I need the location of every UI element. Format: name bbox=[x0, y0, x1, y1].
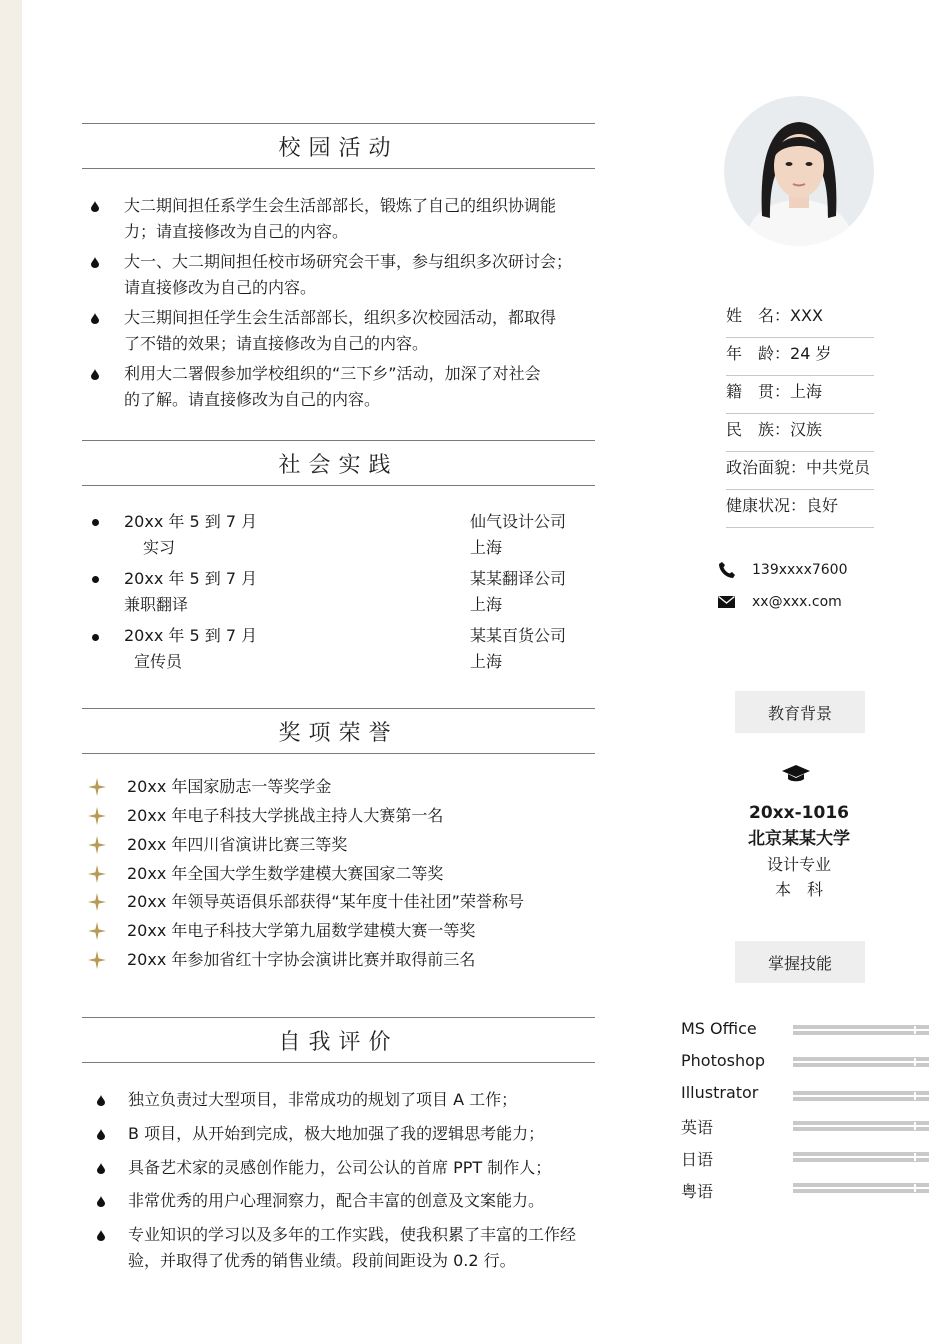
skill-level-marker bbox=[914, 1092, 916, 1100]
phone-icon bbox=[718, 561, 736, 579]
email-icon bbox=[718, 596, 735, 608]
star-bullet-icon bbox=[88, 807, 106, 825]
education-degree: 本 科 bbox=[774, 880, 823, 899]
skill-level-marker bbox=[914, 1184, 916, 1192]
skill-level-marker bbox=[914, 1058, 916, 1066]
info-value: 24 岁 bbox=[790, 344, 832, 363]
star-bullet-icon bbox=[88, 893, 106, 911]
drop-bullet-icon bbox=[97, 1163, 105, 1174]
info-row-origin bbox=[726, 377, 874, 414]
section-title-awards: 奖项荣誉 bbox=[82, 708, 595, 754]
info-value: 良好 bbox=[806, 496, 839, 515]
info-value: 汉族 bbox=[790, 420, 823, 439]
award-item: 20xx 年国家励志一等奖学金 bbox=[127, 777, 332, 796]
self-item: 具备艺术家的灵感创作能力，公司公认的首席 PPT 制作人； bbox=[128, 1158, 552, 1177]
skill-name: Illustrator bbox=[681, 1083, 759, 1102]
skill-bar bbox=[793, 1183, 929, 1193]
skill-bar bbox=[793, 1025, 929, 1035]
star-bullet-icon bbox=[88, 865, 106, 883]
education-school: 北京某某大学 bbox=[748, 829, 850, 849]
award-item: 20xx 年全国大学生数学建模大赛国家二等奖 bbox=[127, 864, 444, 883]
section-title-self: 自我评价 bbox=[82, 1017, 595, 1063]
contact-phone: 139xxxx7600 bbox=[752, 562, 848, 578]
practice-company: 仙气设计公司 bbox=[470, 512, 567, 531]
star-bullet-icon bbox=[88, 778, 106, 796]
info-label: 籍 贯： bbox=[726, 382, 791, 401]
info-value: 上海 bbox=[790, 382, 823, 401]
skill-name: Photoshop bbox=[681, 1051, 766, 1070]
star-bullet-icon bbox=[88, 951, 106, 969]
education-period: 20xx-1016 bbox=[749, 803, 849, 823]
drop-bullet-icon bbox=[91, 369, 99, 380]
info-label: 民 族： bbox=[726, 420, 791, 439]
info-value: XXX bbox=[790, 306, 823, 325]
practice-role: 实习 bbox=[143, 538, 176, 557]
list-item-line: 大三期间担任学生会生活部部长，组织多次校园活动，都取得 bbox=[124, 308, 557, 327]
education-major: 设计专业 bbox=[766, 855, 831, 874]
skill-bar bbox=[793, 1121, 929, 1131]
award-item: 20xx 年电子科技大学挑战主持人大赛第一名 bbox=[127, 806, 444, 825]
practice-role: 宣传员 bbox=[134, 652, 183, 671]
skill-bar bbox=[793, 1152, 929, 1162]
list-item-line: 了不错的效果；请直接修改为自己的内容。 bbox=[124, 334, 429, 353]
info-label: 健康状况： bbox=[726, 496, 807, 515]
star-bullet-icon bbox=[88, 836, 106, 854]
drop-bullet-icon bbox=[97, 1196, 105, 1207]
info-row-health bbox=[726, 491, 874, 528]
star-bullet-icon bbox=[88, 922, 106, 940]
practice-city: 上海 bbox=[470, 538, 503, 557]
contact-email: xx@xxx.com bbox=[752, 594, 842, 610]
skill-name: MS Office bbox=[681, 1019, 757, 1038]
drop-bullet-icon bbox=[97, 1129, 105, 1140]
self-item: B 项目，从开始到完成，极大地加强了我的逻辑思考能力； bbox=[128, 1124, 545, 1143]
dot-bullet-icon bbox=[92, 576, 99, 583]
practice-date: 20xx 年 5 到 7 月 bbox=[124, 569, 258, 588]
info-row-age bbox=[726, 339, 874, 376]
info-row-name bbox=[726, 301, 874, 338]
info-value: 中共党员 bbox=[806, 458, 871, 477]
drop-bullet-icon bbox=[97, 1230, 105, 1241]
drop-bullet-icon bbox=[91, 257, 99, 268]
practice-date: 20xx 年 5 到 7 月 bbox=[124, 626, 258, 645]
practice-company: 某某百货公司 bbox=[470, 626, 567, 645]
list-item-line: 大一、大二期间担任校市场研究会干事，参与组织多次研讨会； bbox=[124, 252, 573, 271]
list-item-line: 利用大二署假参加学校组织的“三下乡”活动，加深了对社会 bbox=[124, 364, 541, 383]
practice-role: 兼职翻译 bbox=[124, 595, 189, 614]
avatar bbox=[724, 96, 874, 246]
skill-level-marker bbox=[914, 1122, 916, 1130]
award-item: 20xx 年领导英语俱乐部获得“某年度十佳社团”荣誉称号 bbox=[127, 892, 524, 911]
drop-bullet-icon bbox=[91, 201, 99, 212]
graduation-cap-icon bbox=[781, 764, 811, 784]
award-item: 20xx 年参加省红十字协会演讲比赛并取得前三名 bbox=[127, 950, 476, 969]
list-item-line: 的了解。请直接修改为自己的内容。 bbox=[124, 390, 381, 409]
self-item: 独立负责过大型项目，非常成功的规划了项目 A 工作； bbox=[128, 1090, 518, 1109]
dot-bullet-icon bbox=[92, 634, 99, 641]
education-header: 教育背景 bbox=[735, 691, 865, 733]
left-decor-strip bbox=[0, 0, 22, 1344]
dot-bullet-icon bbox=[92, 519, 99, 526]
section-title-campus: 校园活动 bbox=[82, 123, 595, 169]
info-row-political bbox=[726, 453, 874, 490]
practice-city: 上海 bbox=[470, 595, 503, 614]
info-label: 政治面貌： bbox=[726, 458, 807, 477]
practice-company: 某某翻译公司 bbox=[470, 569, 567, 588]
section-title-practice: 社会实践 bbox=[82, 440, 595, 486]
skills-header: 掌握技能 bbox=[735, 941, 865, 983]
list-item-line: 大二期间担任系学生会生活部部长，锻炼了自己的组织协调能 bbox=[124, 196, 557, 215]
list-item-line: 力；请直接修改为自己的内容。 bbox=[124, 222, 349, 241]
award-item: 20xx 年电子科技大学第九届数学建模大赛一等奖 bbox=[127, 921, 476, 940]
info-label: 年 龄： bbox=[726, 344, 791, 363]
skill-bar bbox=[793, 1091, 929, 1101]
skill-level-marker bbox=[914, 1153, 916, 1161]
list-item-line: 请直接修改为自己的内容。 bbox=[124, 278, 317, 297]
practice-date: 20xx 年 5 到 7 月 bbox=[124, 512, 258, 531]
drop-bullet-icon bbox=[97, 1095, 105, 1106]
skill-bar bbox=[793, 1057, 929, 1067]
self-item-line: 验，并取得了优秀的销售业绩。段前间距设为 0.2 行。 bbox=[128, 1251, 516, 1270]
skill-level-marker bbox=[914, 1026, 916, 1034]
drop-bullet-icon bbox=[91, 313, 99, 324]
info-row-ethnicity bbox=[726, 415, 874, 452]
skill-name: 日语 bbox=[681, 1150, 714, 1169]
self-item-line: 专业知识的学习以及多年的工作实践，使我积累了丰富的工作经 bbox=[128, 1225, 577, 1244]
skill-name: 英语 bbox=[681, 1118, 714, 1137]
practice-city: 上海 bbox=[470, 652, 503, 671]
award-item: 20xx 年四川省演讲比赛三等奖 bbox=[127, 835, 348, 854]
skill-name: 粤语 bbox=[681, 1182, 714, 1201]
info-label: 姓 名： bbox=[726, 306, 791, 325]
self-item: 非常优秀的用户心理洞察力，配合丰富的创意及文案能力。 bbox=[128, 1191, 545, 1210]
